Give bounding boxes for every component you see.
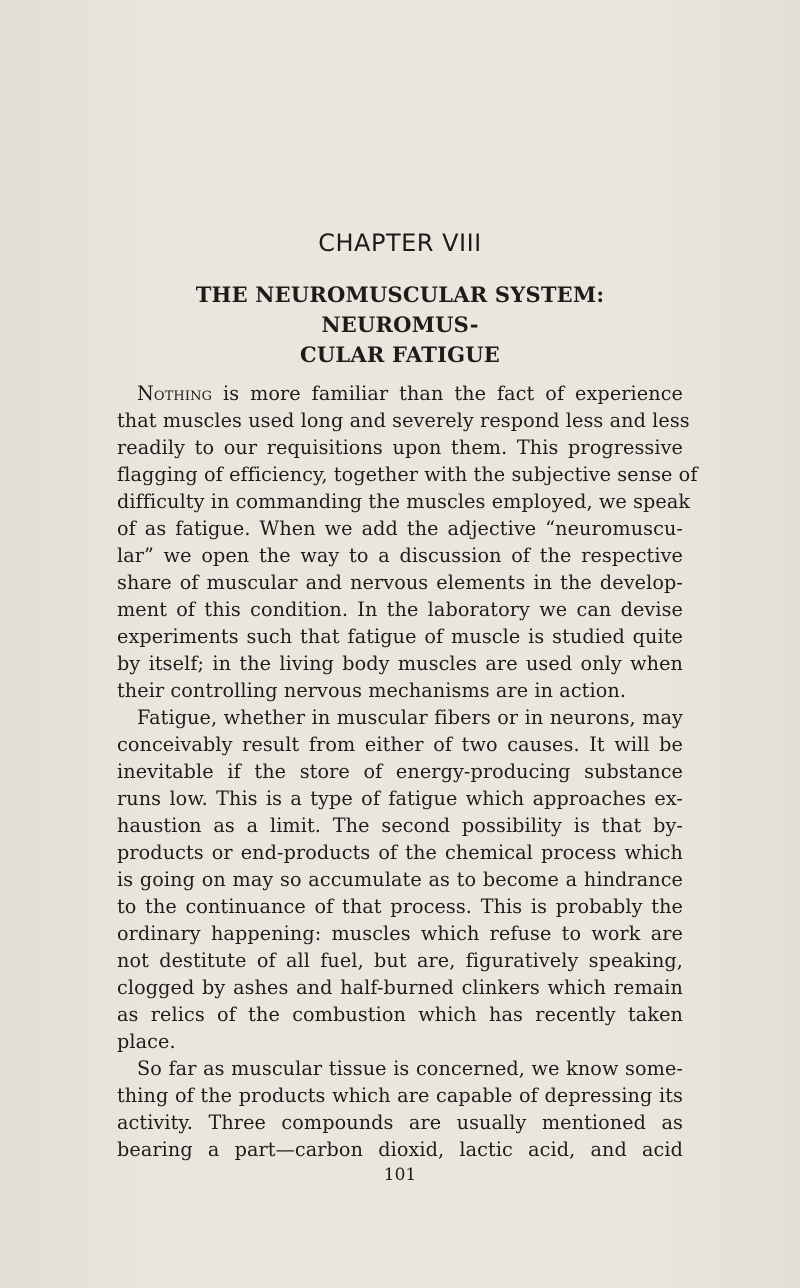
paragraph-line: inevitable if the store of energy-producing substance [117, 760, 683, 783]
paragraph-line: their controlling nervous mechanisms are in action. [117, 679, 627, 702]
paragraph-line: clogged by ashes and half-burned clinkers which remain [117, 976, 683, 999]
paragraph-line: So far as muscular tissue is concerned, we know some- [137, 1057, 683, 1080]
chapter-title-line-2: CULAR FATIGUE [300, 342, 500, 367]
page-content [117, 228, 698, 1187]
paragraph-line: of as fatigue. When we add the adjective “neuromuscu- [117, 517, 683, 540]
paragraph-line: ment of this condition. In the laboratory we can devise [117, 598, 683, 621]
paragraph-line: haustion as a limit. The second possibility is that by- [117, 814, 683, 837]
paragraph-line: bearing a part—carbon dioxid, lactic acid, and acid [117, 1138, 683, 1161]
paragraph-line: that muscles used long and severely respond less and less [117, 409, 690, 432]
paragraph-line: conceivably result from either of two causes. It will be [117, 733, 683, 756]
paragraph-2 [117, 704, 683, 1055]
first-line-text: is more familiar than the fact of experience [212, 382, 683, 405]
paragraph-line: by itself; in the living body muscles are used only when [117, 652, 683, 675]
paragraph-line: readily to our requisitions upon them. This progressive [117, 436, 683, 459]
paragraph-1 [117, 380, 698, 704]
paragraph-line: lar” we open the way to a discussion of the respective [117, 544, 683, 567]
paragraph-line: activity. Three compounds are usually mentioned as [117, 1111, 683, 1134]
chapter-title [117, 280, 683, 370]
paragraph-line: thing of the products which are capable of depressing its [117, 1084, 683, 1107]
paragraph-line: experiments such that fatigue of muscle is studied quite [117, 625, 683, 648]
paragraph-line [117, 380, 683, 407]
paragraph-line: share of muscular and nervous elements in the develop- [117, 571, 683, 594]
paragraph-line: place. [117, 1030, 176, 1053]
paragraph-line: Fatigue, whether in muscular fibers or in neurons, may [137, 706, 683, 729]
paragraph-line: is going on may so accumulate as to become a hindrance [117, 868, 683, 891]
paragraph-line: difficulty in commanding the muscles employed, we speak [117, 490, 691, 513]
paragraph-line: as relics of the combustion which has recently taken [117, 1003, 683, 1026]
paragraph-line: to the continuance of that process. This is probably the [117, 895, 683, 918]
paragraph-3 [117, 1055, 683, 1163]
paragraph-line: runs low. This is a type of fatigue which approaches ex- [117, 787, 683, 810]
paragraph-line: products or end-products of the chemical process which [117, 841, 683, 864]
paragraph-line: flagging of efficiency, together with the subjective sense of [117, 463, 698, 486]
page-number: 101 [383, 1165, 417, 1185]
paragraph-line: not destitute of all fuel, but are, figuratively speaking, [117, 949, 683, 972]
chapter-title-line-1: THE NEUROMUSCULAR SYSTEM: NEUROMUS- [195, 282, 605, 337]
paragraph-line: ordinary happening: muscles which refuse to work are [117, 922, 683, 945]
lead-word: Nothing [137, 382, 213, 405]
chapter-heading: CHAPTER VIII [318, 229, 482, 257]
